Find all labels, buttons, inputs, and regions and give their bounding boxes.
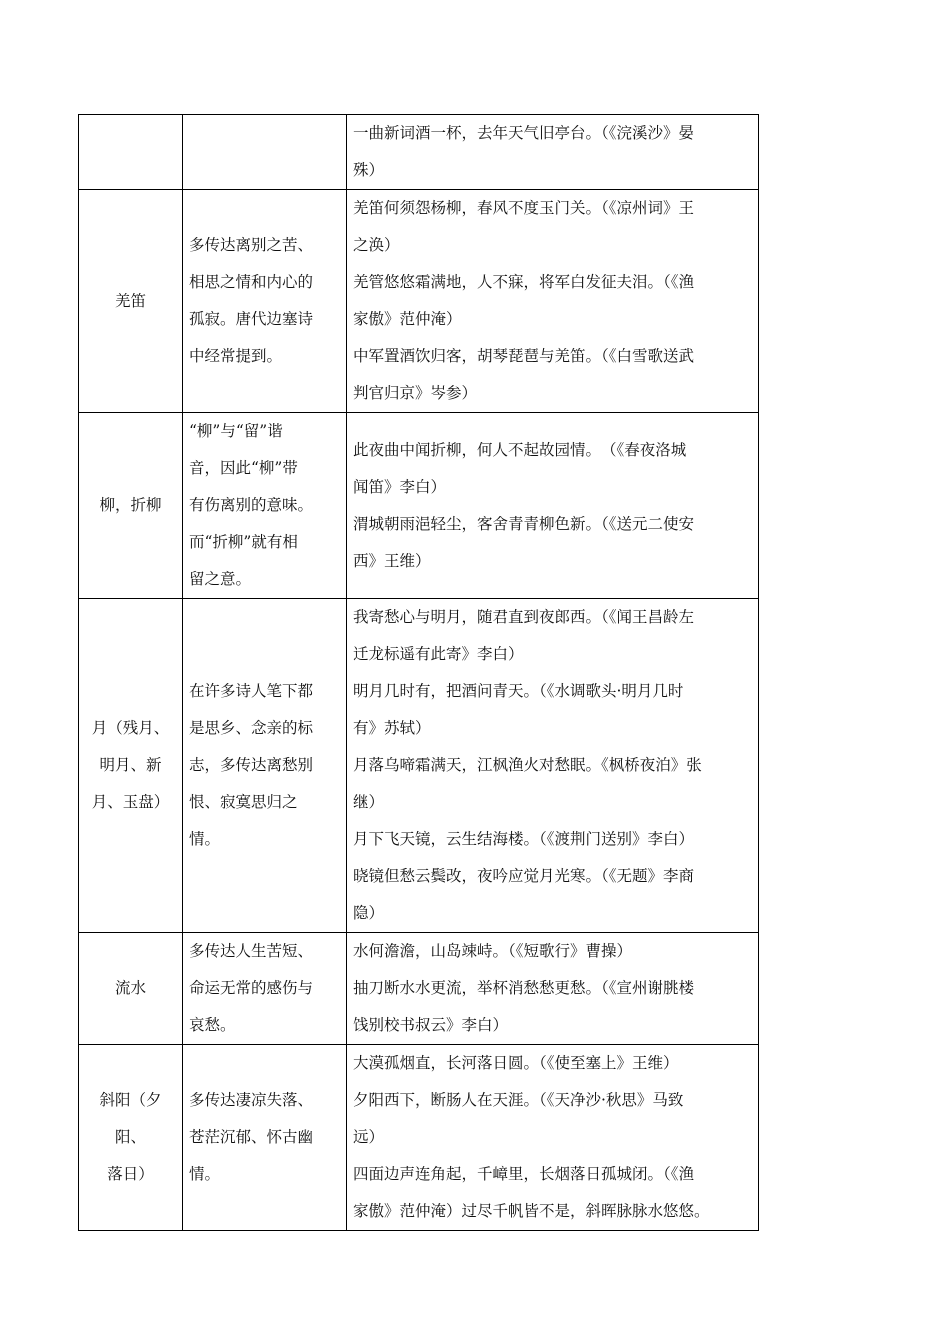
meaning-line: 情。 bbox=[189, 830, 221, 848]
example-line: 殊） bbox=[353, 161, 385, 179]
example-line: 明月几时有，把酒问青天。（《水调歌头·明月几时 bbox=[353, 682, 684, 700]
meaning-line: 恨、寂寞思归之 bbox=[189, 793, 298, 811]
example-line: 一曲新词酒一杯，去年天气旧亭台。（《浣溪沙》晏 bbox=[353, 124, 695, 142]
example-line: 抽刀断水水更流，举杯消愁愁更愁。（《宣州谢朓楼 bbox=[353, 979, 695, 997]
meaning-line: 有伤离别的意味。 bbox=[189, 496, 314, 514]
meaning-line: 情。 bbox=[189, 1165, 221, 1183]
image-cell bbox=[79, 413, 183, 599]
example-line: 继） bbox=[353, 793, 385, 811]
table-row bbox=[79, 1045, 759, 1231]
example-line: 之涣） bbox=[353, 236, 400, 254]
example-line: 迁龙标遥有此寄》李白） bbox=[353, 645, 524, 663]
image-term-line: 月（残月、 bbox=[91, 719, 170, 737]
example-line: 水何澹澹，山岛竦峙。（《短歌行》曹操） bbox=[353, 942, 633, 960]
image-cell bbox=[79, 115, 183, 190]
example-line: 四面边声连角起，千嶂里，长烟落日孤城闭。（《渔 bbox=[353, 1165, 695, 1183]
example-line: 饯别校书叔云》李白） bbox=[353, 1016, 509, 1034]
meaning-line: 多传达离别之苦、 bbox=[189, 236, 314, 254]
meaning-cell bbox=[183, 933, 347, 1045]
image-term-line: 落日） bbox=[107, 1165, 154, 1183]
example-line: 隐） bbox=[353, 904, 385, 922]
examples-cell bbox=[347, 1045, 759, 1231]
example-line: 羌笛何须怨杨柳，春风不度玉门关。（《凉州词》王 bbox=[353, 199, 695, 217]
examples-cell bbox=[347, 190, 759, 413]
meaning-line: 在许多诗人笔下都 bbox=[189, 682, 314, 700]
meaning-line: “柳”与“留”谐 bbox=[189, 422, 283, 440]
meaning-cell bbox=[183, 115, 347, 190]
example-line: 远） bbox=[353, 1128, 385, 1146]
meaning-cell bbox=[183, 413, 347, 599]
meaning-line: 中经常提到。 bbox=[189, 347, 283, 365]
image-term-line: 明月、新 bbox=[99, 756, 162, 774]
image-cell bbox=[79, 1045, 183, 1231]
examples-cell bbox=[347, 413, 759, 599]
meaning-line: 音，因此“柳”带 bbox=[189, 459, 298, 477]
meaning-cell bbox=[183, 599, 347, 933]
image-cell bbox=[79, 599, 183, 933]
meaning-line: 而“折柳”就有相 bbox=[189, 533, 298, 551]
image-term: 流水 bbox=[114, 979, 146, 997]
example-line: 我寄愁心与明月，随君直到夜郎西。（《闻王昌龄左 bbox=[353, 608, 695, 626]
examples-cell bbox=[347, 115, 759, 190]
examples-cell bbox=[347, 933, 759, 1045]
examples-cell bbox=[347, 599, 759, 933]
example-line: 大漠孤烟直，长河落日圆。（《使至塞上》王维） bbox=[353, 1054, 679, 1072]
meaning-cell bbox=[183, 1045, 347, 1231]
meaning-line: 多传达人生苦短、 bbox=[189, 942, 314, 960]
meaning-line: 是思乡、念亲的标 bbox=[189, 719, 314, 737]
example-line: 判官归京》岑参） bbox=[353, 384, 478, 402]
table-row bbox=[79, 115, 759, 190]
example-line: 家傲》范仲淹） bbox=[353, 310, 462, 328]
example-line: 家傲》范仲淹）过尽千帆皆不是，斜晖脉脉水悠悠。 bbox=[353, 1202, 710, 1220]
meaning-cell bbox=[183, 190, 347, 413]
example-line: 中军置酒饮归客，胡琴琵琶与羌笛。（《白雪歌送武 bbox=[353, 347, 695, 365]
meaning-line: 苍茫沉郁、怀古幽 bbox=[189, 1128, 314, 1146]
meaning-line: 孤寂。唐代边塞诗 bbox=[189, 310, 314, 328]
table-row bbox=[79, 190, 759, 413]
image-term-line: 阳、 bbox=[114, 1128, 146, 1146]
image-cell bbox=[79, 933, 183, 1045]
example-line: 月落乌啼霜满天，江枫渔火对愁眠。《枫桥夜泊》张 bbox=[353, 756, 702, 774]
example-line: 渭城朝雨浥轻尘，客舍青青柳色新。（《送元二使安 bbox=[353, 514, 695, 533]
example-line: 月下飞天镜，云生结海楼。（《渡荆门送别》李白） bbox=[353, 830, 695, 848]
example-line: 晓镜但愁云鬓改，夜吟应觉月光寒。（《无题》李商 bbox=[353, 867, 695, 885]
table-row bbox=[79, 599, 759, 933]
image-term-line: 月、玉盘） bbox=[91, 793, 170, 811]
example-line: 此夜曲中闻折柳，何人不起故园情。 （《春夜洛城 bbox=[353, 440, 687, 459]
poetry-imagery-table bbox=[78, 114, 759, 1231]
table-row bbox=[79, 933, 759, 1045]
image-cell bbox=[79, 190, 183, 413]
example-line: 有》苏轼） bbox=[353, 719, 431, 737]
meaning-line: 多传达凄凉失落、 bbox=[189, 1091, 314, 1109]
example-line: 夕阳西下，断肠人在天涯。（《天净沙·秋思》马致 bbox=[353, 1091, 684, 1109]
example-line: 羌管悠悠霜满地，人不寐，将军白发征夫泪。（《渔 bbox=[353, 273, 695, 291]
meaning-line: 相思之情和内心的 bbox=[189, 273, 314, 291]
example-line: 闻笛》李白） bbox=[353, 477, 447, 496]
example-line: 西》王维） bbox=[353, 551, 431, 570]
meaning-line: 命运无常的感伤与 bbox=[189, 979, 314, 997]
image-term: 羌笛 bbox=[114, 291, 146, 310]
image-term: 柳，折柳 bbox=[99, 496, 162, 514]
table-row bbox=[79, 413, 759, 599]
image-term-line: 斜阳（夕 bbox=[99, 1091, 162, 1109]
meaning-line: 留之意。 bbox=[189, 570, 252, 588]
meaning-line: 哀愁。 bbox=[189, 1016, 236, 1034]
meaning-line: 志，多传达离愁别 bbox=[189, 756, 314, 774]
